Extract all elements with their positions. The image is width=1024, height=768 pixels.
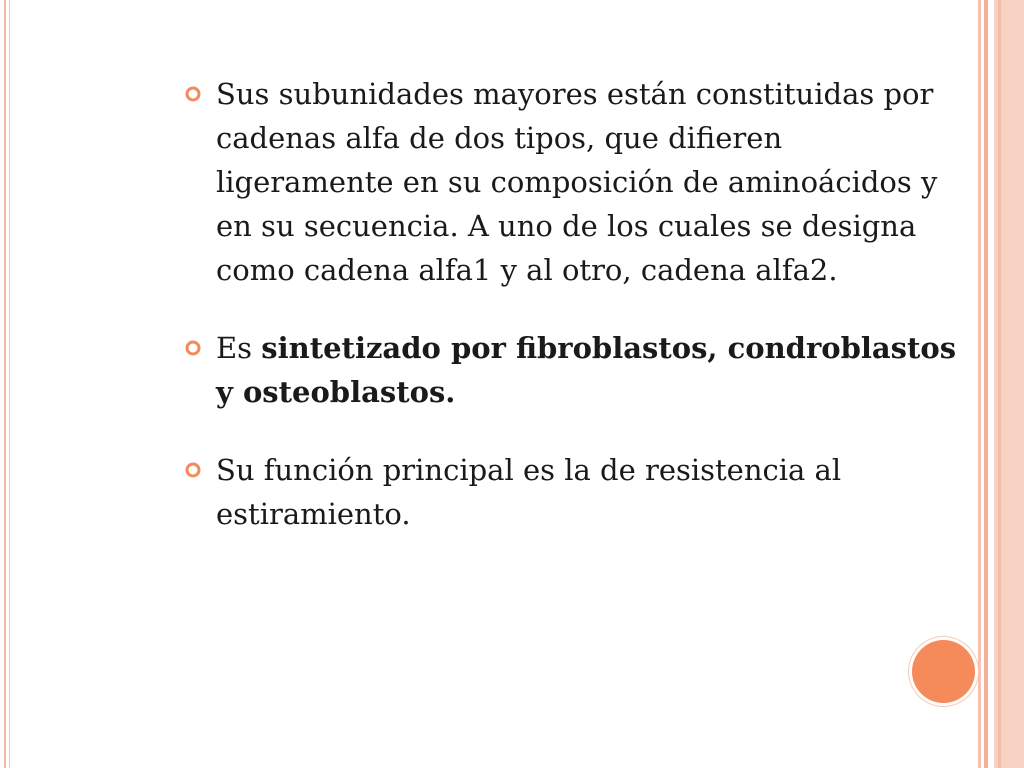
- bullet-text: Su función principal es la de resistencia al estiramiento.: [216, 453, 842, 531]
- bullet-item: [185, 448, 965, 536]
- bullet-text: Sus subunidades mayores están constituidas por cadenas alfa de dos tipos, que difieren ligeramente en su composición de aminoácidos y en su secuencia. A uno de los cuales se designa como cadena alfa1 y al otro, cadena alfa2.: [216, 77, 938, 287]
- right-border-stripe: [998, 0, 1001, 768]
- circle-bullet-icon: [185, 86, 201, 102]
- bullet-text-prefix: Es: [216, 331, 262, 365]
- bullet-list: [185, 72, 965, 536]
- bullet-item: [185, 326, 965, 414]
- left-border-line-thin: [9, 0, 10, 768]
- decorative-circle: [912, 640, 975, 703]
- bullet-text-bold: sintetizado por fibroblastos, condroblastos y osteoblastos.: [216, 331, 957, 409]
- circle-bullet-icon: [185, 462, 201, 478]
- bullet-item: [185, 72, 965, 292]
- left-border-line: [4, 0, 6, 768]
- right-border-stripe: [984, 0, 988, 768]
- circle-bullet-icon: [185, 340, 201, 356]
- right-border-stripe: [978, 0, 981, 768]
